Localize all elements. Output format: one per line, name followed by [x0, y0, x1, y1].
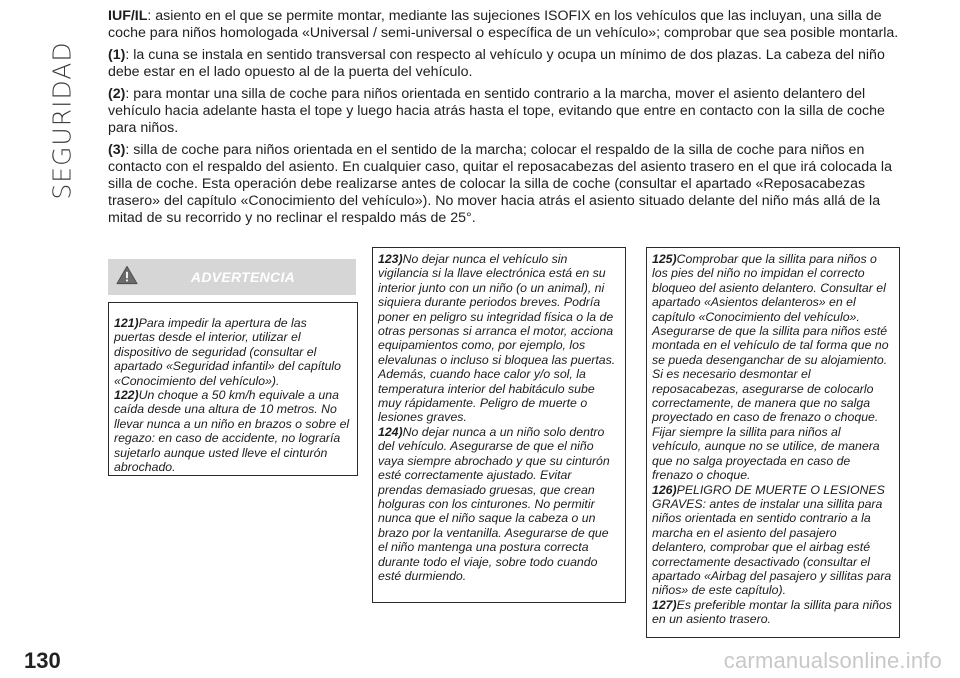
warning-triangle-icon: [116, 265, 138, 285]
warning-box-right: [646, 247, 900, 638]
warning-item-number: 126): [652, 482, 677, 497]
term-label: (1): [108, 47, 126, 63]
paragraph-note-2: [108, 86, 908, 137]
warning-item: [378, 425, 619, 583]
warning-item-text: Es preferible montar la sillita para niños en un asiento trasero.: [652, 597, 892, 627]
main-text: [108, 8, 908, 232]
paragraph-text: : silla de coche para niños orientada en el sentido de la marcha; colocar el respaldo de la silla de coche para niños en contacto con el respaldo del asiento. En cualquier caso, quitar el reposacabezas del asiento trasero en el que irá colocada la silla de coche. Esta operación debe realizarse antes de colocar la silla de coche (consultar el apartado «Reposacabezas trasero» del capítulo «Conocimiento del vehículo»). No mover hacia atrás el asiento situado delante del niño más allá de la mitad de su recorrido y no reclinar el respaldo más de 25°.: [108, 142, 892, 226]
warning-item-number: 125): [652, 252, 677, 266]
paragraph-text: : para montar una silla de coche para niños orientada en sentido contrario a la marcha, mover el asiento delantero del vehículo hacia adelante hasta el tope y luego hacia atrás hasta el tope, evitando que entre en contacto con la silla de coche para niños.: [108, 86, 885, 136]
warning-item: [652, 598, 893, 627]
warning-item: [378, 252, 619, 425]
warning-item: [652, 252, 893, 483]
warning-item: [114, 316, 351, 388]
paragraph-note-1: [108, 47, 908, 81]
warning-box-left: [108, 302, 358, 476]
warning-item-text: Un choque a 50 km/h equivale a una caída desde una altura de 10 metros. No llevar nunca a un niño en brazos o sobre el regazo: en caso de accidente, no lograría sujetarlo aunque usted lleve el cinturón abrochado.: [114, 388, 350, 475]
warning-item-number: 123): [378, 252, 403, 266]
warning-item-text: PELIGRO DE MUERTE O LESIONES GRAVES: antes de instalar una sillita para niños orientada en sentido contrario a la marcha en el asiento del pasajero delantero, comprobar que el airbag esté correctamente desactivado (consultar el apartado «Airbag del pasajero y sillitas para niños» de este capítulo).: [652, 482, 892, 598]
warning-item-text: Comprobar que la sillita para niños o los pies del niño no impidan el correcto bloqueo del asiento delantero. Consultar el apartado «Asientos delanteros» en el capítulo «Conocimiento del vehículo». Asegurarse de que la sillita para niños esté montada en el vehículo de tal forma que no se pueda desenganchar de su alojamiento. Si es necesario desmontar el reposacabezas, asegurarse de colocarlo correctamente, de manera que no salga proyectado en caso de frenazo o choque. Fijar siempre la sillita para niños al vehículo, aunque no se utilice, de manera que no salga proyectada en caso de frenazo o choque.: [652, 252, 889, 483]
section-title: SEGURIDAD: [47, 40, 77, 200]
warning-item-text: No dejar nunca el vehículo sin vigilancia si la llave electrónica está en su interior junto con un niño (o un animal), ni siquiera durante periodos breves. Podría poner en peligro su integridad física o la de otras personas si arranca el motor, acciona equipamientos como, por ejemplo, los elevalunas o incluso si bloquea las puertas. Además, cuando hace calor y/o sol, la temperatura interior del habitáculo sube muy rápidamente. Peligro de muerte o lesiones graves.: [378, 252, 616, 425]
term-label: (2): [108, 86, 126, 102]
warning-item-number: 127): [652, 597, 677, 612]
term-label: (3): [108, 142, 126, 158]
warning-header: [108, 259, 356, 295]
paragraph-text: : la cuna se instala en sentido transversal con respecto al vehículo y ocupa un mínimo de dos plazas. La cabeza del niño debe estar en el lado opuesto al de la puerta del vehículo.: [108, 47, 885, 80]
warning-item: [114, 388, 351, 474]
warning-title: ADVERTENCIA: [190, 269, 296, 285]
watermark: carmanualsonline.info: [723, 648, 942, 673]
page-number: 130: [24, 648, 61, 673]
section-tab: [40, 20, 84, 220]
warning-item: [652, 483, 893, 598]
warning-item-number: 121): [114, 316, 139, 330]
term-label: IUF/IL: [108, 8, 148, 24]
paragraph-text: : asiento en el que se permite montar, mediante las sujeciones ISOFIX en los vehículos que las incluyan, una silla de coche para niños homologada «Universal / semi-universal o específica de un vehículo»; comprobar que sea posible montarla.: [108, 8, 899, 41]
paragraph-iuf-il: [108, 8, 908, 42]
warning-item-number: 122): [114, 388, 139, 403]
paragraph-note-3: [108, 142, 908, 227]
warning-item-text: Para impedir la apertura de las puertas desde el interior, utilizar el dispositivo de seguridad (consultar el apartado «Seguridad infantil» del capítulo «Conocimiento del vehículo»).: [114, 316, 341, 388]
warning-item-text: No dejar nunca a un niño solo dentro del vehículo. Asegurarse de que el niño vaya siempre abrochado y que su cinturón esté correctamente ajustado. Evitar prendas demasiado gruesas, que crean holguras con los cinturones. No permitir nunca que el niño saque la cabeza o un brazo por la ventanilla. Asegurarse de que el niño mantenga una postura correcta durante todo el viaje, sobre todo cuando esté durmiendo.: [378, 424, 610, 583]
warning-item-number: 124): [378, 424, 403, 439]
warning-box-middle: [372, 247, 626, 603]
